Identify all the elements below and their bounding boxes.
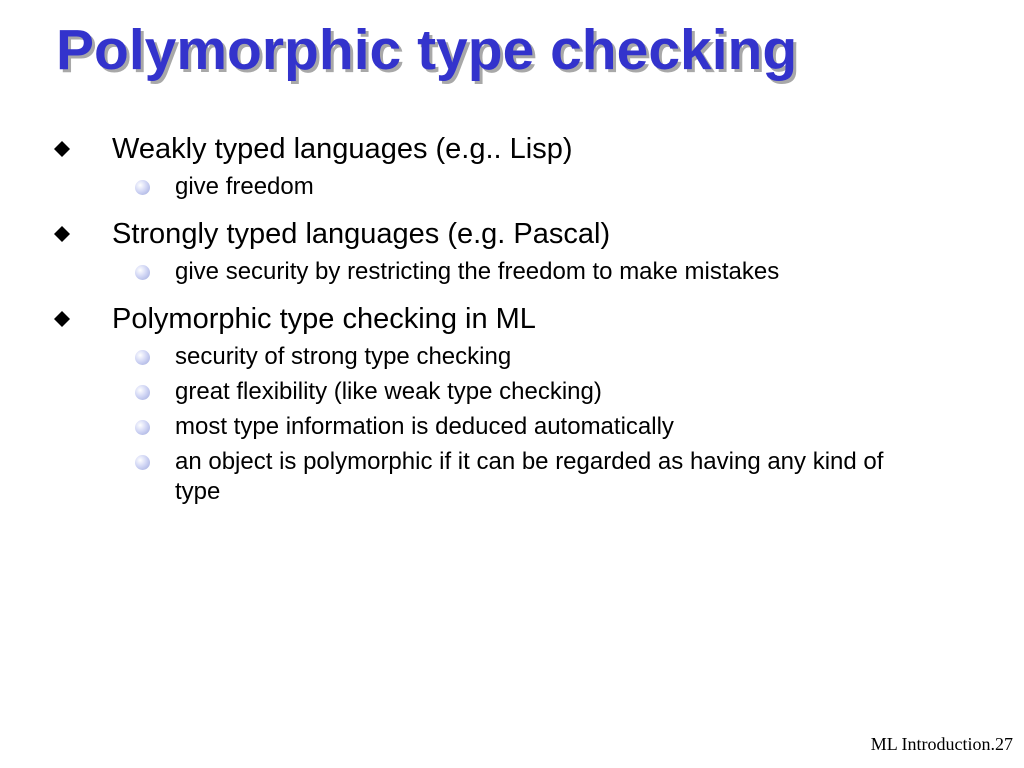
- diamond-bullet-icon: [54, 311, 70, 327]
- bullet-item: [48, 301, 948, 337]
- sub-bullet-item: [48, 447, 935, 507]
- diamond-bullet-icon: [54, 226, 70, 242]
- sub-bullet-text: give freedom: [175, 173, 314, 200]
- bullet-list: [48, 131, 948, 507]
- slide-footer: ML Introduction.27: [870, 734, 1013, 754]
- bullet-item: [48, 216, 948, 252]
- bullet-text: Weakly typed languages (e.g.. Lisp): [112, 133, 573, 165]
- circle-bullet-icon: [135, 350, 150, 365]
- sub-bullet-item: [48, 172, 935, 202]
- sub-bullet-text: an object is polymorphic if it can be regarded as having any kind of type: [175, 448, 884, 505]
- diamond-bullet-icon: [54, 141, 70, 157]
- sub-bullet-item: [48, 412, 935, 442]
- bullet-item: [48, 131, 948, 167]
- circle-bullet-icon: [135, 265, 150, 280]
- sub-bullet-text: give security by restricting the freedom to make mistakes: [175, 258, 780, 285]
- circle-bullet-icon: [135, 455, 150, 470]
- circle-bullet-icon: [135, 180, 150, 195]
- sub-bullet-text: security of strong type checking: [175, 343, 512, 370]
- bullet-text: Polymorphic type checking in ML: [112, 303, 536, 335]
- sub-bullet-item: [48, 342, 935, 372]
- circle-bullet-icon: [135, 420, 150, 435]
- sub-bullet-text: great flexibility (like weak type checking): [175, 378, 602, 405]
- slide-title: Polymorphic type checking: [56, 18, 798, 82]
- circle-bullet-icon: [135, 385, 150, 400]
- sub-bullet-item: [48, 377, 935, 407]
- sub-bullet-item: [48, 257, 935, 287]
- sub-bullet-text: most type information is deduced automatically: [175, 413, 674, 440]
- bullet-text: Strongly typed languages (e.g. Pascal): [112, 218, 611, 250]
